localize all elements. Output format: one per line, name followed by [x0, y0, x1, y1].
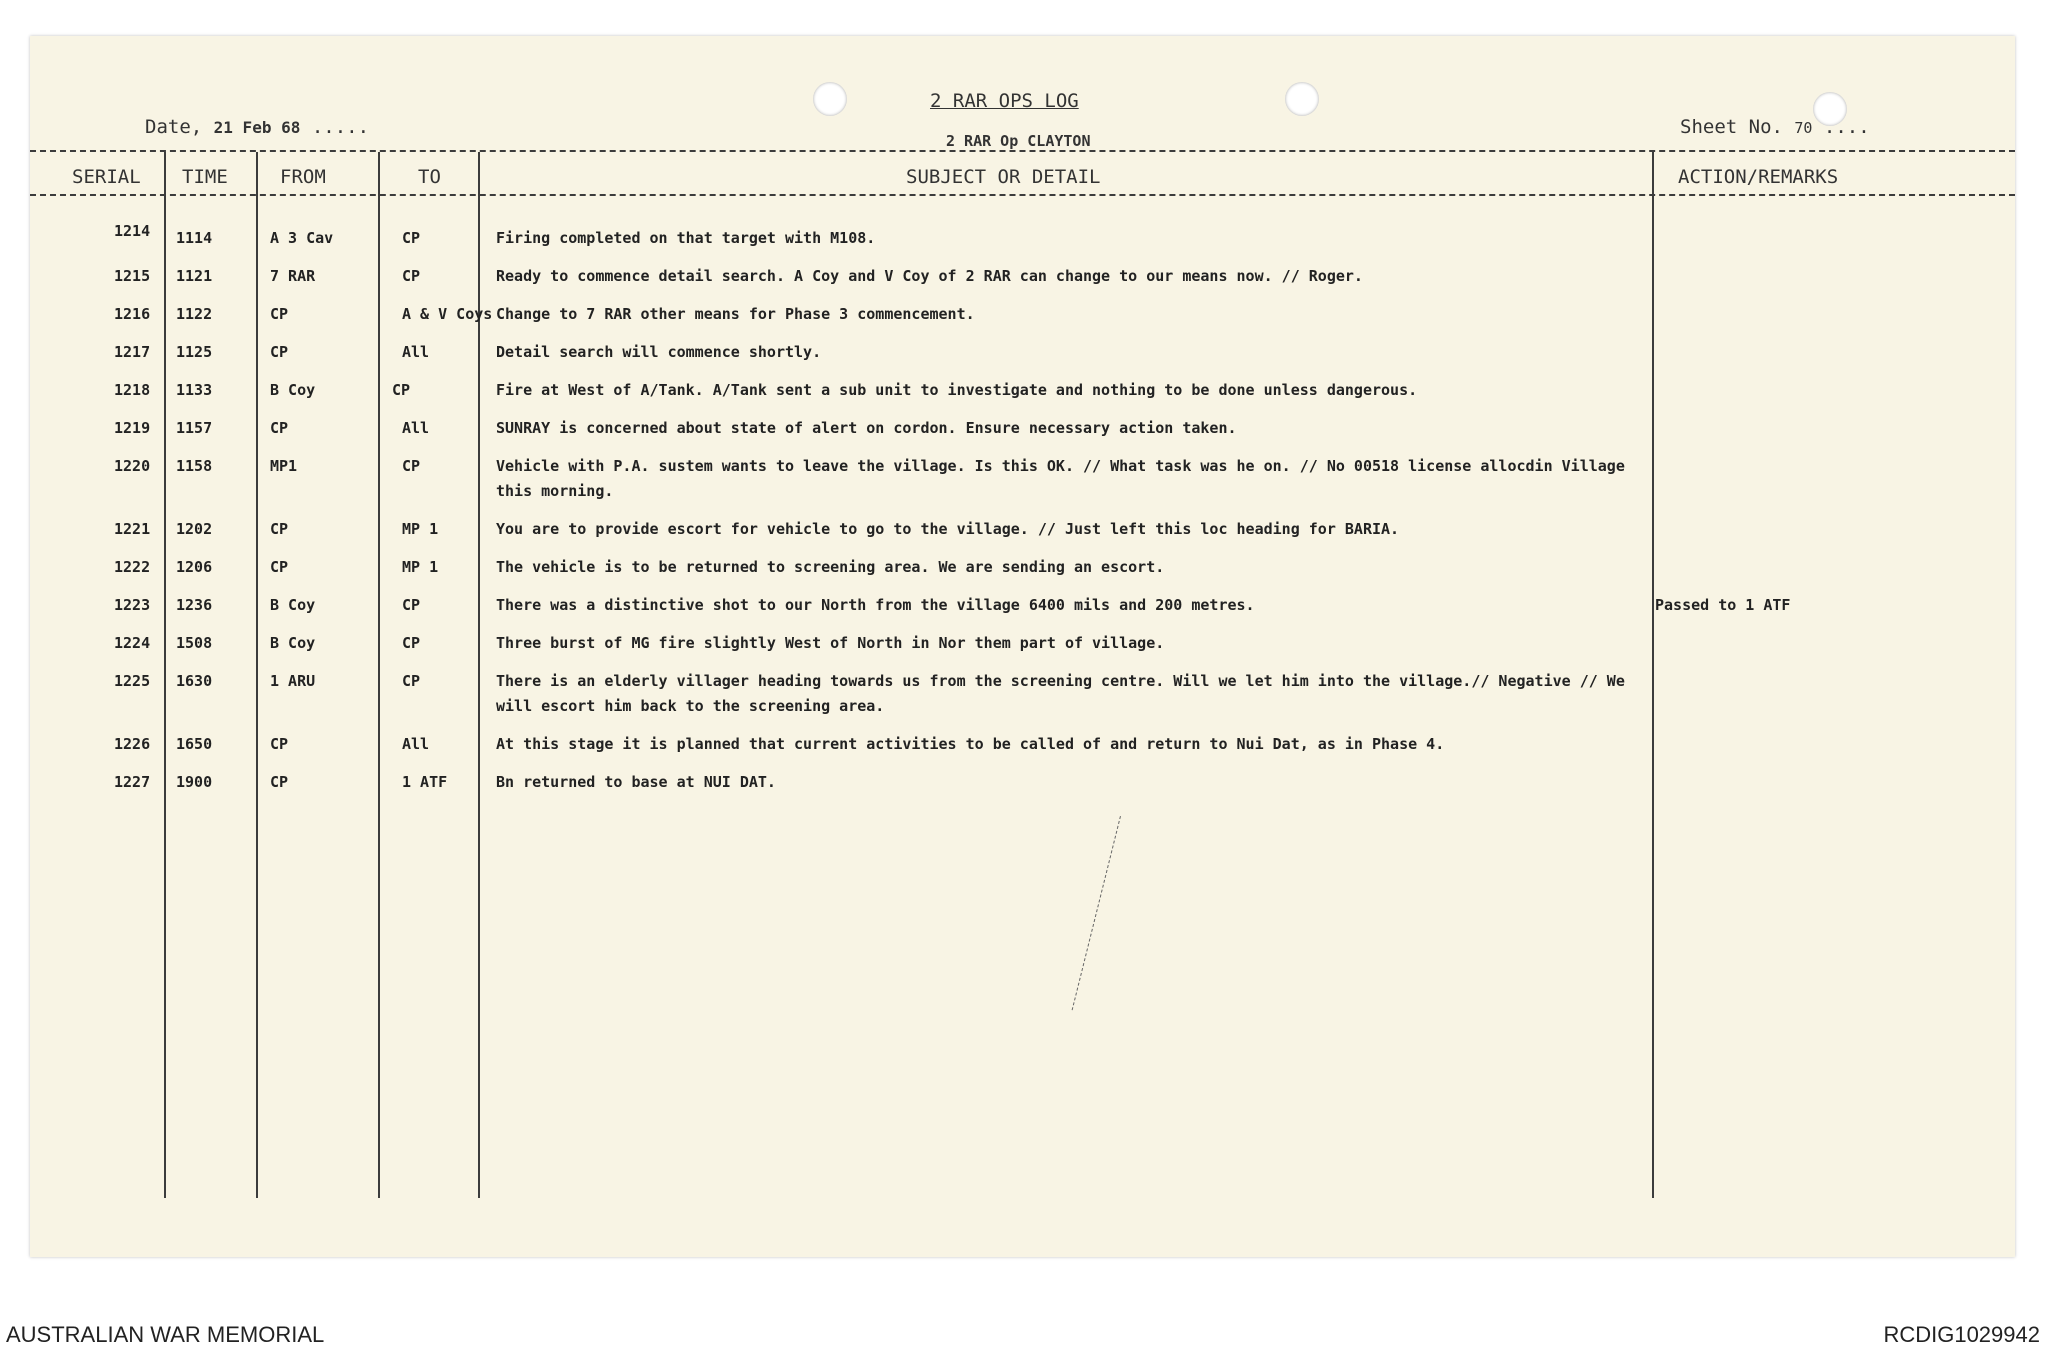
time-cell: 1202 — [176, 520, 213, 538]
to-cell: All — [402, 419, 430, 437]
date-label-text: Date, — [145, 116, 203, 138]
serial-cell: 1217 — [114, 343, 151, 361]
from-cell: 1 ARU — [270, 672, 316, 690]
from-cell: CP — [270, 520, 289, 538]
footer-reference: RCDIG1029942 — [1883, 1322, 2040, 1347]
column-header-time: TIME — [182, 166, 228, 188]
remark-cell: Passed to 1 ATF — [1655, 596, 1791, 614]
detail-cell: Ready to commence detail search. A Coy and V Coy of 2 RAR can change to our means now. // Roger. — [496, 267, 1363, 285]
log-sheet — [30, 36, 2015, 1257]
column-header-subject: SUBJECT OR DETAIL — [906, 166, 1101, 188]
detail-cell: SUNRAY is concerned about state of alert on cordon. Ensure necessary action taken. — [496, 419, 1237, 437]
to-cell: MP 1 — [402, 520, 439, 538]
date-dots: ..... — [311, 116, 370, 138]
serial-cell: 1224 — [114, 634, 151, 652]
from-cell: CP — [270, 735, 289, 753]
serial-cell: 1216 — [114, 305, 151, 323]
date-value: 21 Feb 68 — [213, 118, 301, 137]
pen-mark — [1072, 816, 1121, 1010]
serial-cell: 1218 — [114, 381, 151, 399]
detail-cell: Change to 7 RAR other means for Phase 3 commencement. — [496, 305, 975, 323]
from-cell: B Coy — [270, 634, 316, 652]
serial-cell: 1222 — [114, 558, 151, 576]
header-bottom-rule — [30, 194, 2015, 196]
punch-hole — [1285, 82, 1319, 116]
time-cell: 1630 — [176, 672, 213, 690]
time-cell: 1206 — [176, 558, 213, 576]
operation-subtitle: 2 RAR Op CLAYTON — [946, 132, 1091, 150]
log-title: 2 RAR OPS LOG — [930, 90, 1079, 112]
column-header-serial: SERIAL — [72, 166, 141, 188]
serial-cell: 1219 — [114, 419, 151, 437]
from-cell: CP — [270, 419, 289, 437]
to-cell: 1 ATF — [402, 773, 448, 791]
time-cell: 1121 — [176, 267, 213, 285]
serial-cell: 1226 — [114, 735, 151, 753]
header-top-rule — [30, 150, 2015, 152]
from-cell: B Coy — [270, 596, 316, 614]
time-cell: 1125 — [176, 343, 213, 361]
time-cell: 1900 — [176, 773, 213, 791]
time-cell: 1114 — [176, 229, 213, 247]
time-cell: 1508 — [176, 634, 213, 652]
column-divider — [256, 152, 258, 1198]
column-divider — [1652, 152, 1654, 1198]
serial-cell: 1227 — [114, 773, 151, 791]
serial-cell: 1221 — [114, 520, 151, 538]
to-cell: CP — [402, 267, 421, 285]
sheet-number — [1680, 116, 1870, 138]
to-cell: MP 1 — [402, 558, 439, 576]
detail-cell: Three burst of MG fire slightly West of North in Nor them part of village. — [496, 634, 1165, 652]
column-header-action: ACTION/REMARKS — [1678, 166, 1839, 188]
sheet-label: Sheet No. — [1680, 116, 1783, 138]
detail-cell: There is an elderly villager heading towards us from the screening centre. Will we let him into the village.// Negative // We will escort him back to the screening area. — [496, 672, 1625, 715]
serial-cell: 1214 — [114, 222, 151, 240]
time-cell: 1133 — [176, 381, 213, 399]
to-cell: CP — [402, 457, 421, 475]
time-cell: 1122 — [176, 305, 213, 323]
to-cell: CP — [402, 672, 421, 690]
from-cell: CP — [270, 343, 289, 361]
from-cell: 7 RAR — [270, 267, 316, 285]
from-cell: CP — [270, 558, 289, 576]
footer-source: AUSTRALIAN WAR MEMORIAL — [6, 1322, 325, 1347]
from-cell: MP1 — [270, 457, 298, 475]
from-cell: B Coy — [270, 381, 316, 399]
detail-cell: Bn returned to base at NUI DAT. — [496, 773, 776, 791]
from-cell: A 3 Cav — [270, 229, 334, 247]
sheet-value: 70 — [1794, 119, 1813, 137]
column-divider — [378, 152, 380, 1198]
serial-cell: 1223 — [114, 596, 151, 614]
time-cell: 1157 — [176, 419, 213, 437]
serial-cell: 1220 — [114, 457, 151, 475]
serial-cell: 1225 — [114, 672, 151, 690]
from-cell: CP — [270, 773, 289, 791]
to-cell: All — [402, 735, 430, 753]
sheet-dots: .... — [1823, 116, 1870, 138]
serial-cell: 1215 — [114, 267, 151, 285]
detail-cell: Fire at West of A/Tank. A/Tank sent a sub unit to investigate and nothing to be done unless dangerous. — [496, 381, 1418, 399]
from-cell: CP — [270, 305, 289, 323]
detail-cell: At this stage it is planned that current activities to be called of and return to Nui Dat, as in Phase 4. — [496, 735, 1445, 753]
detail-cell: The vehicle is to be returned to screening area. We are sending an escort. — [496, 558, 1165, 576]
time-cell: 1650 — [176, 735, 213, 753]
to-cell: A & V Coys — [402, 305, 493, 323]
detail-cell: You are to provide escort for vehicle to go to the village. // Just left this loc heading for BARIA. — [496, 520, 1400, 538]
time-cell: 1158 — [176, 457, 213, 475]
to-cell: CP — [402, 634, 421, 652]
to-cell: CP — [402, 596, 421, 614]
detail-cell: Firing completed on that target with M108. — [496, 229, 876, 247]
punch-hole — [813, 82, 847, 116]
column-header-to: TO — [418, 166, 441, 188]
date-label — [145, 116, 369, 138]
to-cell: All — [402, 343, 430, 361]
to-cell: CP — [392, 381, 411, 399]
detail-cell: Vehicle with P.A. sustem wants to leave the village. Is this OK. // What task was he on. // No 00518 license allocdin Village this morning. — [496, 457, 1625, 500]
detail-cell: Detail search will commence shortly. — [496, 343, 822, 361]
column-header-from: FROM — [280, 166, 326, 188]
to-cell: CP — [402, 229, 421, 247]
detail-cell: There was a distinctive shot to our North from the village 6400 mils and 200 metres. — [496, 596, 1255, 614]
time-cell: 1236 — [176, 596, 213, 614]
column-divider — [164, 152, 166, 1198]
